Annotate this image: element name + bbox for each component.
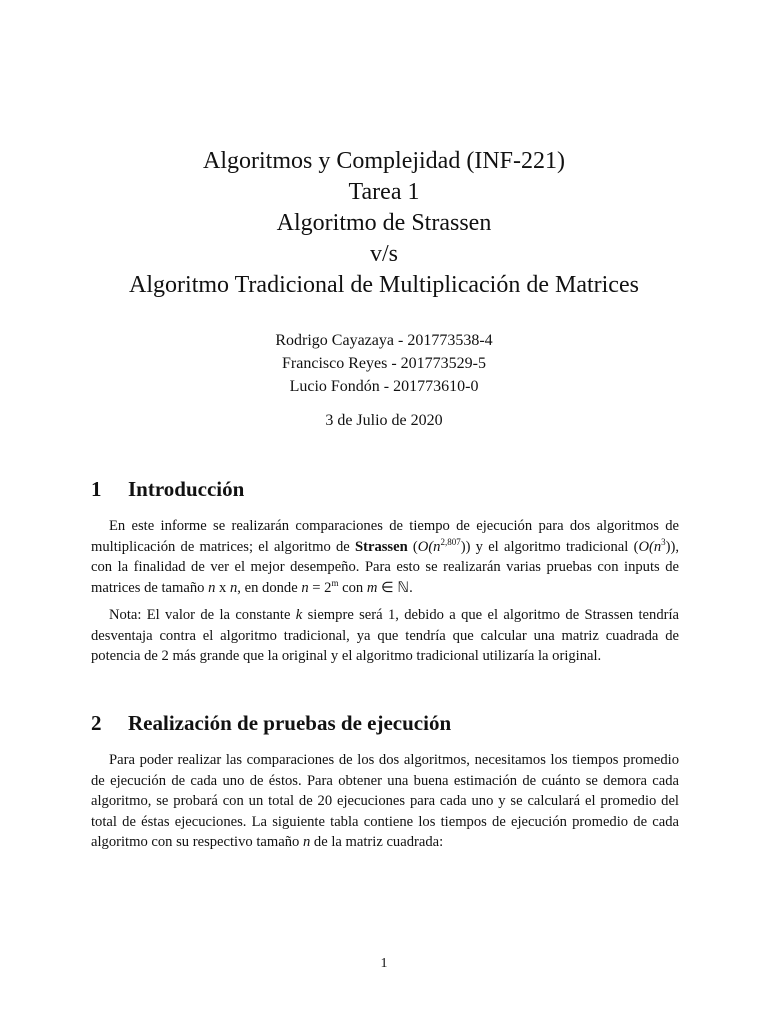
- text-run: x: [215, 579, 230, 596]
- text-run: con: [338, 579, 367, 596]
- document-date: 3 de Julio de 2020: [325, 412, 443, 429]
- text-run: )), con la finalidad de ver el mejor desempeño. Para esto se realizarán varias pruebas con inputs de matrices de tamaño: [91, 538, 680, 596]
- section-number: 1: [91, 477, 102, 501]
- section-title: Introducción: [128, 477, 245, 501]
- math-variable: n: [301, 579, 309, 596]
- math-expression: O(n: [638, 538, 662, 555]
- math-expression: O(n: [417, 538, 441, 555]
- math-variable: n: [302, 834, 311, 850]
- section-heading-introduccion: [91, 477, 244, 502]
- math-variable: n: [208, 579, 216, 596]
- math-superscript: 2,807: [440, 536, 461, 547]
- math-superscript: 3: [661, 536, 666, 547]
- text-run: )) y el algoritmo tradicional (: [460, 538, 639, 555]
- author-line: Lucio Fondón - 201773610-0: [289, 378, 479, 395]
- math-variable: m: [366, 579, 378, 596]
- text-run: ∈ ℕ.: [377, 579, 413, 596]
- text-run: de la matriz cuadrada:: [310, 834, 444, 850]
- algorithm-title-1: Algoritmo de Strassen: [276, 210, 492, 236]
- section-heading-pruebas: [91, 711, 451, 736]
- author-line: Rodrigo Cayazaya - 201773538-4: [275, 332, 493, 349]
- text-run: Nota: El valor de la constante: [109, 607, 296, 623]
- paragraph-pruebas: [91, 750, 679, 853]
- paragraph-nota: [91, 605, 679, 667]
- author-line: Francisco Reyes - 201773529-5: [282, 355, 486, 372]
- authors-block: [0, 329, 768, 398]
- section-number: 2: [91, 711, 102, 735]
- assignment-title: Tarea 1: [348, 179, 420, 205]
- text-run: (: [407, 538, 418, 555]
- course-title: Algoritmos y Complejidad (INF-221): [203, 148, 565, 174]
- text-run: = 2: [308, 579, 332, 596]
- math-superscript: m: [331, 577, 339, 588]
- versus-label: v/s: [369, 241, 398, 267]
- text-run: , en donde: [237, 579, 302, 596]
- section-title: Realización de pruebas de ejecución: [128, 711, 452, 735]
- text-run: Para poder realizar las comparaciones de los dos algoritmos, necesitamos los tiempos promedio de ejecución de cada uno de éstos. Para obtener una buena estimación de cuánto se demora cada algoritmo, se probará con un total de 20 ejecuciones para cada uno y se calculará el promedio del total de éstas ejecuciones. La siguiente tabla contiene los tiempos de ejecución promedio de cada algoritmo con su respectivo tamaño: [91, 752, 679, 850]
- text-run: siempre será 1, debido a que el algoritmo de Strassen tendría desventaja contra el algoritmo tradicional, ya que tendría que calcular una matriz cuadrada de potencia de 2 más grande que la original y el algoritmo tradicional utilizaría la original.: [91, 607, 680, 664]
- math-variable: n: [230, 579, 238, 596]
- strassen-term: Strassen: [354, 538, 408, 555]
- math-variable: k: [295, 607, 303, 623]
- title-block: [0, 146, 768, 301]
- text-run: En este informe se realizarán comparaciones de tiempo de ejecución para dos algoritmos de multiplicación de matrices; el algoritmo de: [91, 518, 679, 555]
- paragraph-intro: [91, 516, 679, 598]
- page-number: 1: [380, 956, 388, 971]
- algorithm-title-2: Algoritmo Tradicional de Multiplicación de Matrices: [129, 272, 639, 298]
